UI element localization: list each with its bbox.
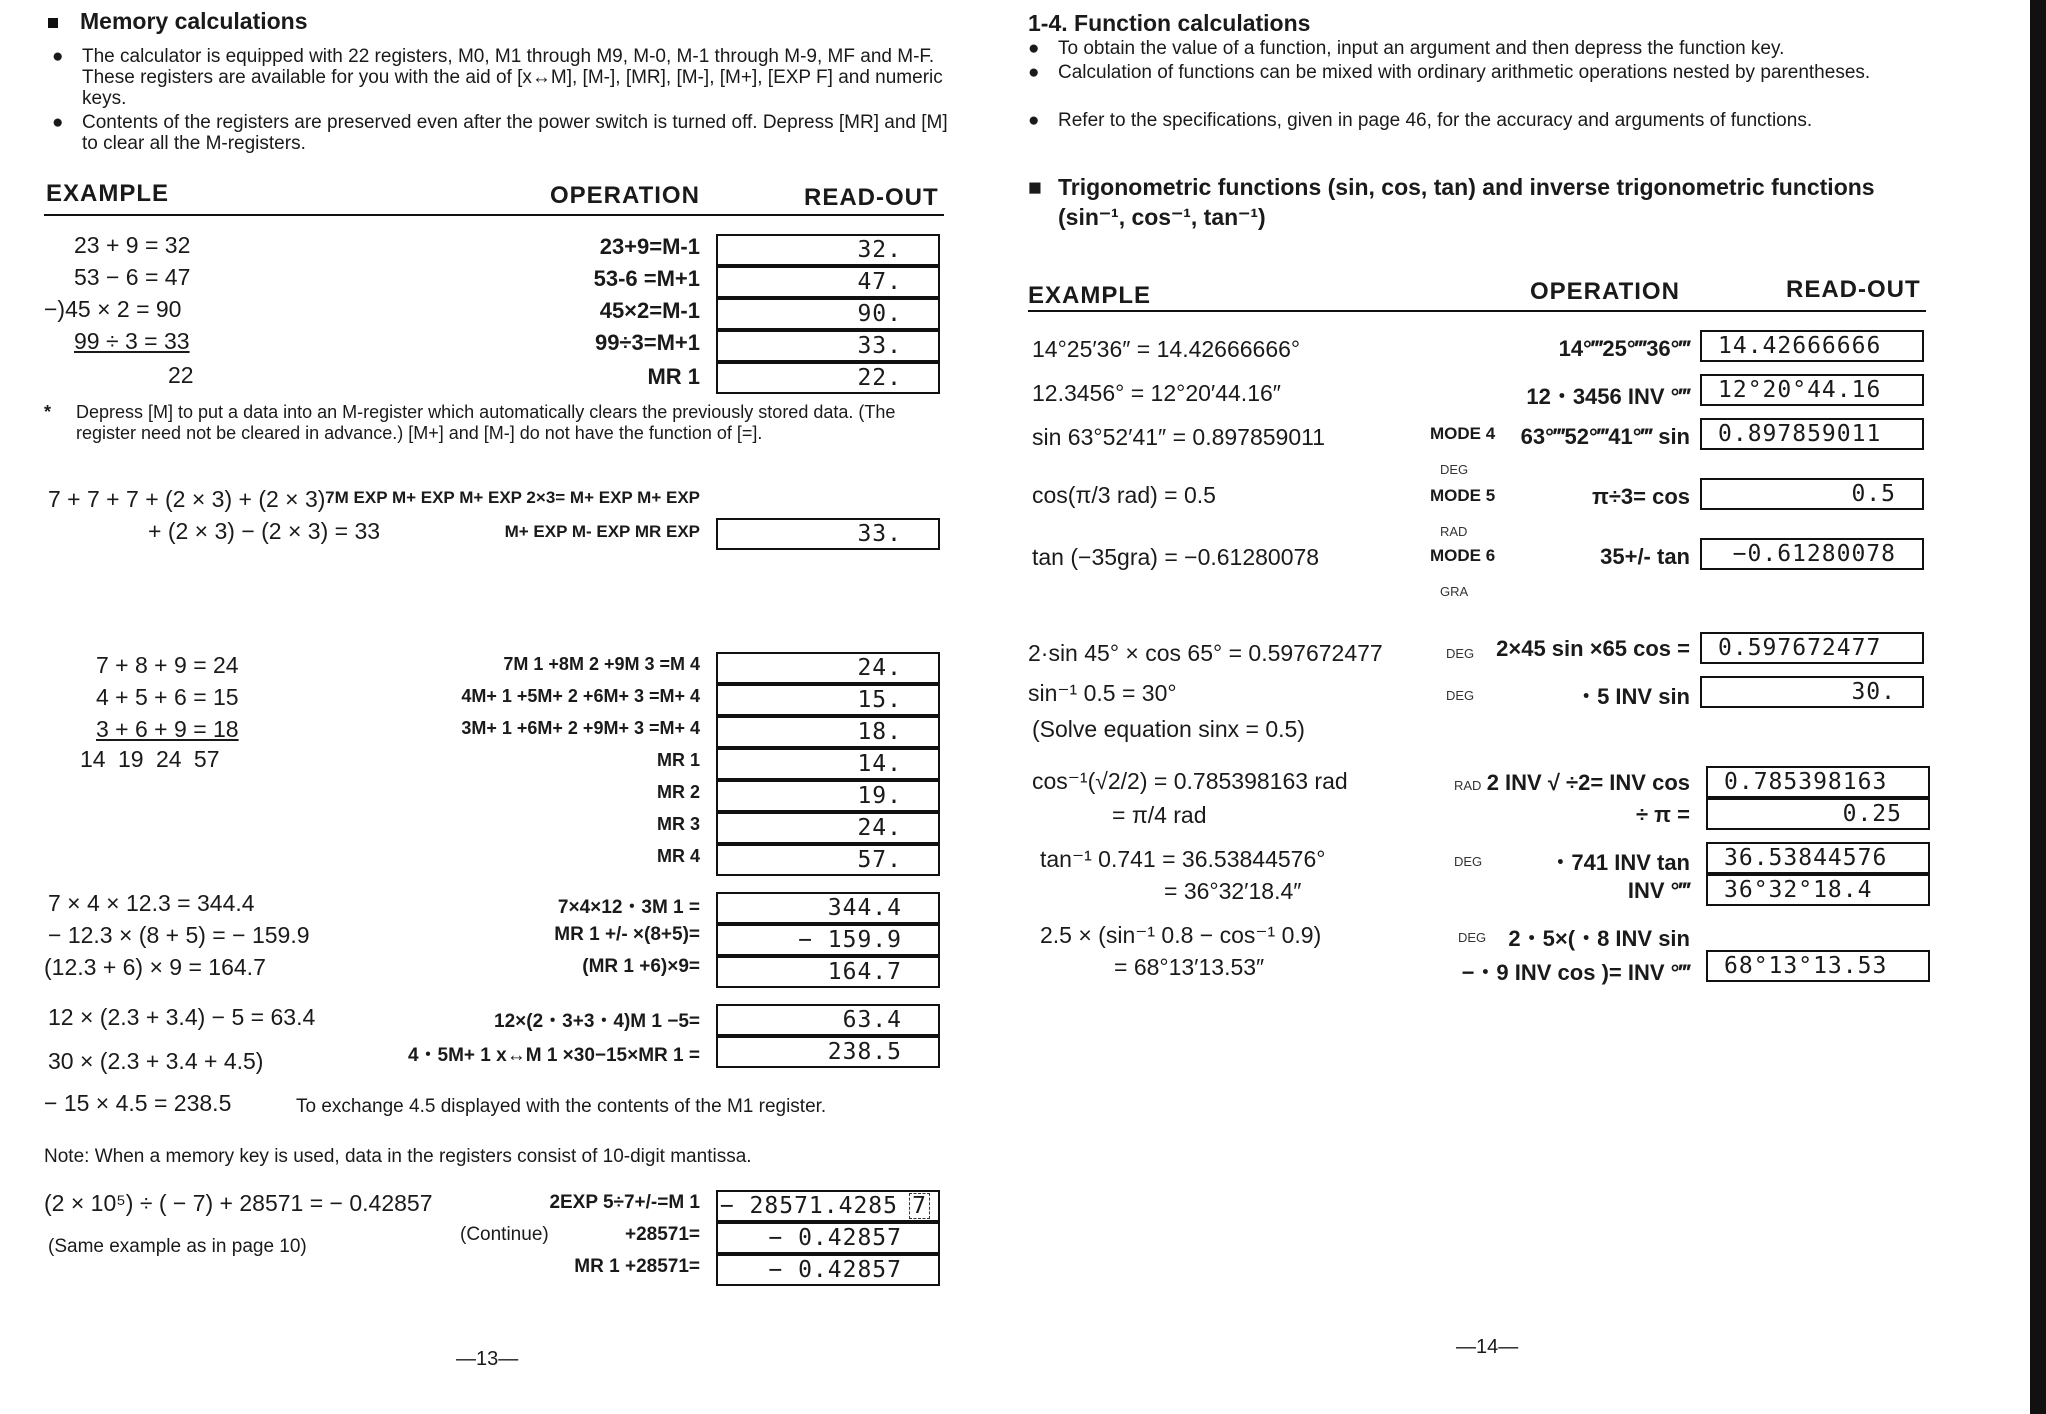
readout-display: 47. [716,266,940,298]
example-expression: 53 − 6 = 47 [74,264,191,290]
mode-label: DEG [1440,462,1469,477]
example-expression: = 36°32′18.4″ [1164,878,1302,904]
operation-keys: 14°‴25°‴36°‴ [1558,336,1690,361]
example-expression: sin⁻¹ 0.5 = 30° [1028,680,1177,706]
readout-display: 32. [716,234,940,266]
example-expression: sin 63°52′41″ = 0.897859011 [1032,424,1326,450]
bullet-dot-icon: ● [52,112,64,133]
readout-display: 14.42666666 [1700,330,1924,362]
bullet-dot-icon: ● [1028,110,1040,131]
header-rule [1028,310,1926,312]
readout-display: 0.897859011 [1700,418,1924,450]
bullet-item: ● Calculation of functions can be mixed with ordinary arithmetic operations nested by parentheses. [1028,62,1871,83]
example-expression: −)45 × 2 = 90 [44,296,182,322]
section-title: Memory calculations [48,8,308,35]
example-expression: tan⁻¹ 0.741 = 36.53844576° [1040,846,1326,872]
memory-flag: 7 [909,1193,930,1219]
page-edge-shadow [2030,0,2046,1414]
operation-keys: 4M+ 1 +5M+ 2 +6M+ 3 =M+ 4 [461,686,700,706]
readout-header: READ-OUT [804,184,939,211]
header-rule [44,214,944,216]
example-expression: 3 + 6 + 9 = 18 [96,716,239,742]
readout-display: 18. [716,716,940,748]
readout-display: 90. [716,298,940,330]
example-subnote: (Same example as in page 10) [48,1236,307,1257]
operation-keys: MR 4 [656,846,700,866]
readout-display: 344.4 [716,892,940,924]
square-bullet-icon [48,18,58,28]
page-number: —14— [1456,1336,1519,1358]
mode-label: GRA [1440,584,1469,599]
example-expression: (2 × 10⁵) ÷ ( − 7) + 28571 = − 0.42857 [44,1190,433,1216]
operation-keys: 53-6 =M+1 [593,266,700,291]
example-subnote: (Solve equation sinx = 0.5) [1032,716,1305,742]
section-title: 1-4. Function calculations [1028,10,1311,36]
operation-keys: −・9 INV cos )= INV °‴ [1461,960,1690,985]
operation-keys: MR 1 +/- ×(8+5)= [554,924,700,945]
example-expression: 14 19 24 57 [80,746,220,772]
bullet-dot-icon: ● [1028,38,1040,59]
operation-keys: ÷ π = [1636,802,1690,827]
operation-keys: 2 INV √ ÷2= INV cos [1486,770,1690,795]
exchange-note: To exchange 4.5 displayed with the contents of the M1 register. [296,1096,827,1117]
readout-display: − 159.9 [716,924,940,956]
operation-keys: MR 2 [656,782,700,802]
readout-display: 68°13°13.53 [1706,950,1930,982]
readout-display: − 28571.4285 7 [716,1190,940,1222]
example-expression: cos(π/3 rad) = 0.5 [1032,482,1216,508]
operation-keys: ・5 INV sin [1575,684,1690,709]
example-expression: 2.5 × (sin⁻¹ 0.8 − cos⁻¹ 0.9) [1040,922,1322,948]
example-header: EXAMPLE [46,180,170,207]
readout-display: − 0.42857 [716,1222,940,1254]
operation-keys: 45×2=M-1 [599,298,700,323]
example-expression: − 12.3 × (8 + 5) = − 159.9 [48,922,310,948]
readout-display: 0.785398163 [1706,766,1930,798]
mode-label: RAD [1440,524,1468,539]
mode-keys: MODE 5 [1430,486,1496,505]
readout-display: 22. [716,362,940,394]
example-expression: − 15 × 4.5 = 238.5 [44,1090,232,1116]
example-expression: 14°25′36″ = 14.42666666° [1032,336,1301,362]
example-expression: + (2 × 3) − (2 × 3) = 33 [148,518,381,544]
asterisk-icon: * [44,402,52,422]
operation-keys: 7M EXP M+ EXP M+ EXP 2×3= M+ EXP M+ EXP [325,488,700,507]
example-expression: 23 + 9 = 32 [74,232,191,258]
example-expression: 22 [168,362,194,388]
example-expression: 99 ÷ 3 = 33 [74,328,190,354]
subsection-title: ■ Trigonometric functions (sin, cos, tan) and inverse trigonometric functions (sin⁻¹, cos⁻¹, tan⁻¹) [1028,174,1875,230]
mode-keys: MODE 6 [1430,546,1496,565]
bullet-item: ● Contents of the registers are preserved even after the power switch is turned off. Depress [MR] and [M] to clear all the M-registers. [52,112,948,154]
square-bullet-icon: ■ [1028,174,1042,200]
readout-display: 24. [716,652,940,684]
readout-display: 36.53844576 [1706,842,1930,874]
readout-header: READ-OUT [1786,276,1921,303]
operation-keys: MR 1 +28571= [574,1256,700,1277]
example-expression: = 68°13′13.53″ [1114,954,1265,980]
readout-display: 15. [716,684,940,716]
readout-display: 238.5 [716,1036,940,1068]
operation-keys: 7×4×12・3M 1 = [557,897,700,918]
bullet-dot-icon: ● [52,46,64,67]
readout-display: 164.7 [716,956,940,988]
operation-keys: 3M+ 1 +6M+ 2 +9M+ 3 =M+ 4 [461,718,700,738]
bullet-item: ● The calculator is equipped with 22 registers, M0, M1 through M9, M-0, M-1 through M-9, MF and M-F. These registers are available for you with the aid of [x↔M], [M-], [MR], [M-], [M+], [EXP F] and numeric keys. [52,46,943,109]
operation-keys: ・741 INV tan [1549,850,1690,875]
operation-header: OPERATION [550,182,700,209]
example-expression: (12.3 + 6) × 9 = 164.7 [44,954,266,980]
readout-display: 57. [716,844,940,876]
readout-display: − 0.42857 [716,1254,940,1286]
operation-keys: 7M 1 +8M 2 +9M 3 =M 4 [503,654,700,674]
operation-keys: π÷3= cos [1591,484,1690,509]
operation-keys: (MR 1 +6)×9= [582,956,700,977]
readout-display: 63.4 [716,1004,940,1036]
example-expression: cos⁻¹(√2/2) = 0.785398163 rad [1032,768,1348,794]
operation-keys: 23+9=M-1 [599,234,700,259]
readout-display: 36°32°18.4 [1706,874,1930,906]
operation-keys: +28571= [624,1224,700,1245]
readout-display: 14. [716,748,940,780]
example-expression: 12 × (2.3 + 3.4) − 5 = 63.4 [48,1004,316,1030]
operation-keys: MR 1 [656,750,700,770]
operation-keys: MR 1 [647,364,700,389]
mode-label: RAD [1454,778,1482,793]
operation-keys: 99÷3=M+1 [594,330,700,355]
continue-label: (Continue) [460,1224,549,1245]
example-expression: 12.3456° = 12°20′44.16″ [1032,380,1281,406]
right-page [1000,0,2030,1414]
example-expression: = π/4 rad [1112,802,1207,828]
mode-label: DEG [1446,646,1475,661]
operation-keys: MR 3 [656,814,700,834]
readout-display: 30. [1700,676,1924,708]
operation-keys: M+ EXP M- EXP MR EXP [504,522,700,541]
readout-display: 19. [716,780,940,812]
example-expression: 7 + 8 + 9 = 24 [96,652,239,678]
readout-display: 0.25 [1706,798,1930,830]
readout-display: 33. [716,518,940,550]
example-expression: tan (−35gra) = −0.61280078 [1032,544,1320,570]
operation-keys: INV °‴ [1627,878,1690,903]
operation-keys: 35+/- tan [1600,544,1690,569]
footnote: * Depress [M] to put a data into an M-register which automatically clears the previously stored data. (The register need not be cleared in advance.) [M+] and [M-] do not have the function of [=]. [44,402,896,443]
bullet-item: ● Refer to the specifications, given in page 46, for the accuracy and arguments of functions. [1028,110,1813,131]
memory-note: Note: When a memory key is used, data in the registers consist of 10-digit mantissa. [44,1146,752,1167]
operation-keys: 4・5M+ 1 x↔M 1 ×30−15×MR 1 = [407,1045,700,1066]
mode-label: DEG [1458,930,1487,945]
mode-label: DEG [1446,688,1475,703]
bullet-dot-icon: ● [1028,62,1040,83]
example-header: EXAMPLE [1028,282,1152,309]
example-expression: 2·sin 45° × cos 65° = 0.597672477 [1028,640,1383,666]
operation-keys: 12×(2・3+3・4)M 1 −5= [494,1011,700,1032]
operation-keys: 2EXP 5÷7+/-=M 1 [549,1192,700,1213]
example-expression: 4 + 5 + 6 = 15 [96,684,239,710]
operation-keys: 2・5×(・8 INV sin [1508,926,1690,951]
readout-display: 24. [716,812,940,844]
operation-header: OPERATION [1530,278,1680,305]
bullet-item: ● To obtain the value of a function, input an argument and then depress the function key. [1028,38,1785,59]
example-expression: 7 × 4 × 12.3 = 344.4 [48,890,255,916]
mode-keys: MODE 4 [1430,424,1496,443]
left-page [0,0,1000,1414]
operation-keys: 12・3456 INV °‴ [1526,384,1690,409]
operation-keys: 2×45 sin ×65 cos = [1496,636,1690,661]
example-expression: 7 + 7 + 7 + (2 × 3) + (2 × 3) [48,486,326,512]
page-number: —13— [456,1348,519,1370]
readout-display: 12°20°44.16 [1700,374,1924,406]
readout-display: 33. [716,330,940,362]
operation-keys: 63°‴52°‴41°‴ sin [1520,424,1690,449]
readout-display: −0.61280078 [1700,538,1924,570]
example-expression: 30 × (2.3 + 3.4 + 4.5) [48,1048,264,1074]
mode-label: DEG [1454,854,1483,869]
readout-display: 0.597672477 [1700,632,1924,664]
readout-display: 0.5 [1700,478,1924,510]
